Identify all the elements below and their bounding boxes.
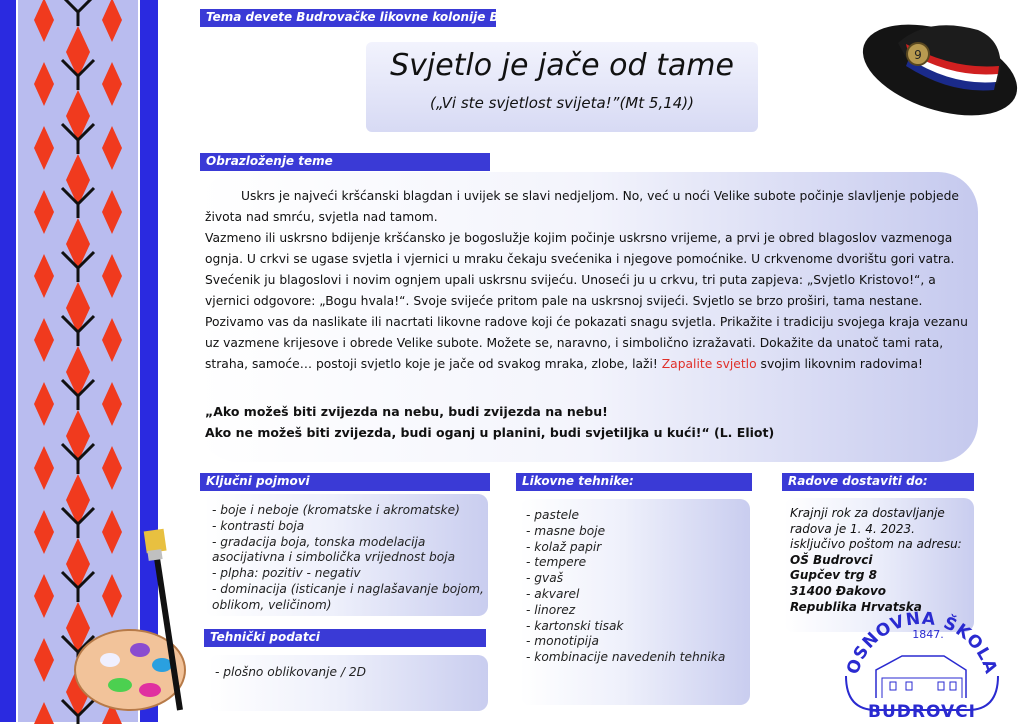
logo-year: 1847.	[912, 628, 944, 641]
tech-data-header: Tehnički podatci	[204, 629, 486, 647]
title-box	[366, 42, 758, 132]
logo-arc-text: OSNOVNA ŠKOLA	[843, 608, 1001, 677]
logo-school-name: BUDROVCI	[868, 702, 976, 720]
techniques-header: Likovne tehnike:	[516, 473, 752, 491]
list-item: - dominacija (isticanje i naglašavanje bojom,	[212, 581, 484, 596]
explanation-text	[205, 186, 975, 375]
address-line: Gupčev trg 8	[790, 568, 878, 583]
list-item: oblikom, veličinom)	[212, 597, 332, 612]
event-header-tag: Tema devete Budrovačke likovne kolonije BULIK	[200, 9, 496, 27]
key-terms-panel	[204, 494, 488, 616]
deliver-header: Radove dostaviti do:	[782, 473, 974, 491]
list-item: - boje i neboje (kromatske i akromatske)	[212, 503, 460, 517]
quote-line-2: Ako ne možeš biti zvijezda, budi oganj u planini, budi svjetiljka u kući!“ (L. Eliot)	[205, 425, 775, 440]
key-terms-list	[212, 503, 484, 614]
hat-badge-number: 9	[914, 48, 922, 62]
techniques-list	[526, 508, 725, 666]
tech-data-panel	[208, 655, 488, 711]
address-line: OŠ Budrovci	[790, 552, 873, 567]
highlight-phrase: Zapalite svjetlo	[661, 357, 757, 371]
list-item: - pastele	[526, 508, 579, 522]
paragraph-3-start: Pozivamo vas da naslikate ili nacrtati likovne radove koji će pokazati snagu svjetla. Prikažite i tradiciju svojega kraja vezanu uz vazmene krijesove i obrede Velike subote. Možete se, naravno, i simbolično izražavati. Dokažite da unatoč tami rata, straha, samoće… postoji svjetlo koje je jače od svakog mraka, zlobe, laži!	[205, 315, 968, 371]
explanation-header: Obrazloženje teme	[200, 153, 490, 171]
palette-icon	[70, 520, 210, 720]
school-logo	[842, 598, 1002, 720]
list-item: - kolaž papir	[526, 539, 602, 554]
paragraph-3-end: svojim likovnim radovima!	[760, 357, 923, 371]
deadline-line-3: isključivo poštom na adresu:	[790, 537, 962, 552]
list-item: - kartonski tisak	[526, 618, 624, 633]
address-line: 31400 Đakovo	[790, 583, 887, 598]
list-item: - akvarel	[526, 586, 580, 601]
paragraph-2: Vazmeno ili uskrsno bdijenje kršćansko je bogoslužje kojim počinje uskrsno vrijeme, a prvi je obred blagoslov vazmenoga ognja. U crkvi se ugase svjetla i vjernici u mraku čekaju svećenika i njegove pomoćnike. U crkvenome dvorištu gori vatra. Svećenik ju blagoslovi i novim ognjem upali uskrsnu svijeću. Unoseći ju u crkvu, tri puta zapjeva: „Svjetlo Kristovo!“, a vjernici odgovore: „Bogu hvala!“. Svoje svijeće pritom pale na uskrsnoj svijeći. Svjetlo se brzo proširi, tama nestane.	[205, 231, 955, 308]
paragraph-1: Uskrs je najveći kršćanski blagdan i uvijek se slavi nedjeljom. No, već u noći Velike subote počinje slavljenje pobjede života nad smrću, svjetla nad tamom.	[205, 189, 959, 224]
list-item: - kontrasti boja	[212, 518, 305, 533]
hat-icon	[858, 8, 1024, 130]
quote-line-1: „Ako možeš biti zvijezda na nebu, budi zvijezda na nebu!	[205, 404, 608, 419]
list-item: - kombinacije navedenih tehnika	[526, 650, 726, 665]
quote-block	[205, 401, 965, 443]
deadline-line-2: radova je 1. 4. 2023.	[790, 521, 915, 536]
list-item: - plpha: pozitiv - negativ	[212, 566, 361, 581]
page-subtitle: („Vi ste svjetlost svijeta!”(Mt 5,14))	[429, 94, 695, 112]
list-item: - monotipija	[526, 634, 599, 649]
school-logo-graphic	[842, 598, 1002, 720]
list-item: - plošno oblikovanje / 2D	[215, 665, 367, 679]
paragraph-3	[205, 312, 975, 375]
key-terms-header: Ključni pojmovi	[200, 473, 490, 491]
deadline-line-1: Krajnji rok za dostavljanje	[790, 506, 945, 520]
palette-illustration	[70, 520, 210, 720]
list-item: - linorez	[526, 602, 576, 617]
list-item: - gradacija boja, tonska modelacija	[212, 534, 426, 549]
list-item: asocijativna i simbolička vrijednost boja	[212, 550, 456, 565]
tech-data-list	[215, 665, 366, 681]
hat-illustration	[858, 8, 1024, 130]
list-item: - masne boje	[526, 523, 606, 538]
page-title: Svjetlo je jače od tame	[390, 48, 734, 83]
list-item: - tempere	[526, 555, 587, 570]
techniques-panel	[520, 499, 750, 705]
address-line: Republika Hrvatska	[790, 599, 922, 614]
list-item: - gvaš	[526, 571, 564, 586]
